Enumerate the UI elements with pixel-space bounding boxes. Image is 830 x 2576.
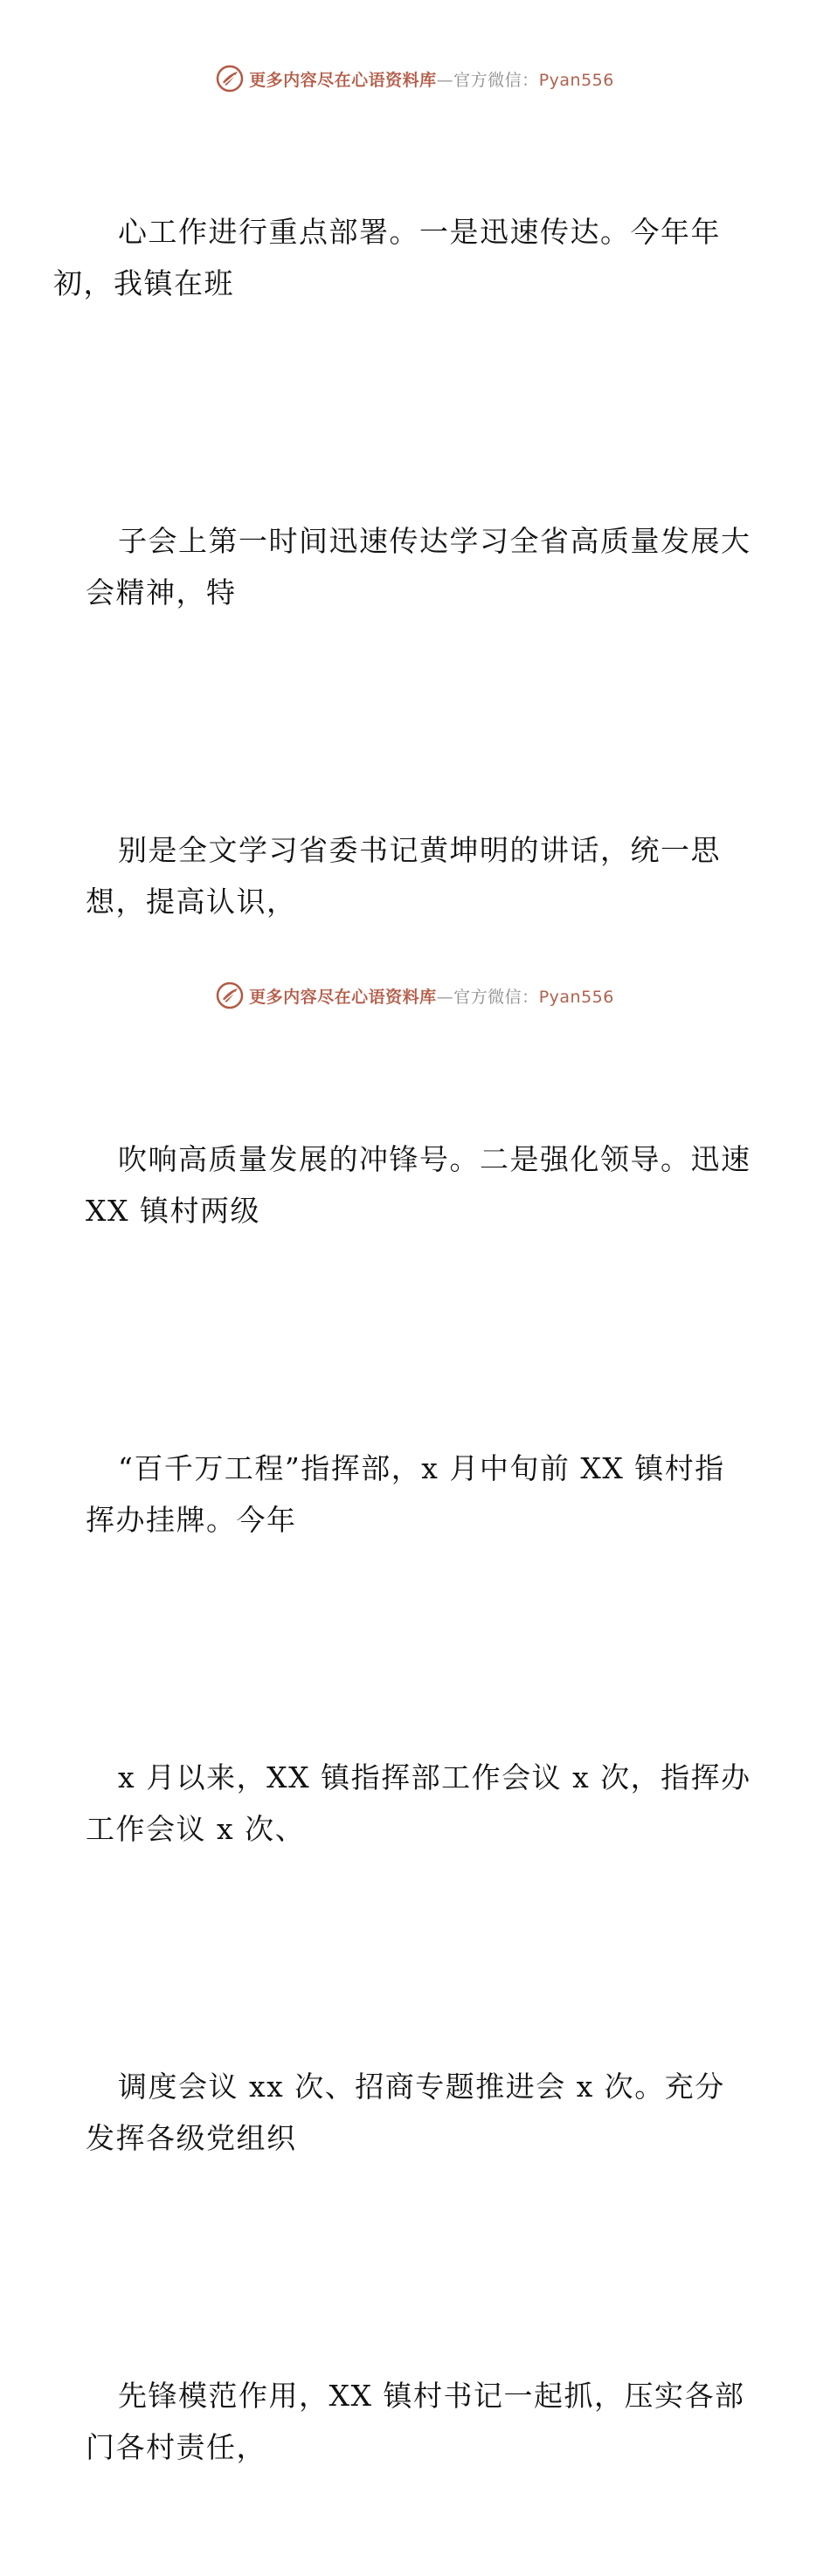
- paragraph: [86, 2267, 750, 2576]
- text-line: 吹响高质量发展的冲锋号。二是强化领导。迅速: [118, 1142, 751, 1176]
- paragraph: [86, 412, 750, 721]
- text-line: 子会上第一时间迅速传达学习全省高质量发展大: [118, 524, 751, 558]
- text-line: 先锋模范作用，XX 镇村书记一起抓，压实各部: [118, 2379, 745, 2413]
- text-line: 心工作进行重点部署。一是迅速传达。今年年: [118, 215, 721, 249]
- paragraph: [86, 1340, 750, 1649]
- watermark-text: [249, 984, 614, 1008]
- watermark-text: [249, 67, 614, 91]
- text-line: 调度会议 xx 次、招商专题推进会 x 次。充分: [118, 2070, 725, 2104]
- book-logo-icon: [216, 981, 244, 1009]
- header-watermark: [0, 61, 830, 96]
- text-line: 门各村责任，: [86, 2430, 266, 2464]
- paragraph: [86, 1958, 750, 2267]
- watermark-brand: 更多内容尽在心语资料库: [249, 987, 437, 1007]
- watermark-brand: 更多内容尽在心语资料库: [249, 70, 437, 90]
- text-line: “百千万工程”指挥部，x 月中旬前 XX 镇村指: [118, 1451, 725, 1485]
- text-line: 工作会议 x 次、: [86, 1812, 306, 1846]
- watermark-wechat-id: Pyan556: [538, 70, 614, 90]
- text-line: 初，我镇在班: [53, 266, 234, 300]
- watermark-wechat-label: 官方微信：: [453, 987, 539, 1007]
- text-line: 发挥各级党组织: [86, 2121, 297, 2155]
- watermark-separator: —: [436, 987, 454, 1007]
- paragraph: [86, 1649, 750, 1958]
- document-body: [53, 103, 751, 2576]
- text-line: 想，提高认识，: [86, 885, 297, 919]
- text-line: 别是全文学习省委书记黄坤明的讲话，统一思: [118, 833, 721, 867]
- paragraph: [53, 103, 750, 412]
- watermark-wechat-id: Pyan556: [538, 987, 614, 1007]
- paragraph: [86, 1030, 750, 1340]
- footer-watermark: [0, 978, 830, 1013]
- book-logo-icon: [216, 65, 244, 93]
- text-line: 会精神，特: [86, 575, 237, 610]
- text-line: 挥办挂牌。今年: [86, 1503, 297, 1537]
- watermark-separator: —: [436, 70, 454, 90]
- text-line: XX 镇村两级: [86, 1194, 260, 1228]
- text-line: x 月以来，XX 镇指挥部工作会议 x 次，指挥办: [118, 1760, 751, 1794]
- watermark-wechat-label: 官方微信：: [453, 70, 539, 90]
